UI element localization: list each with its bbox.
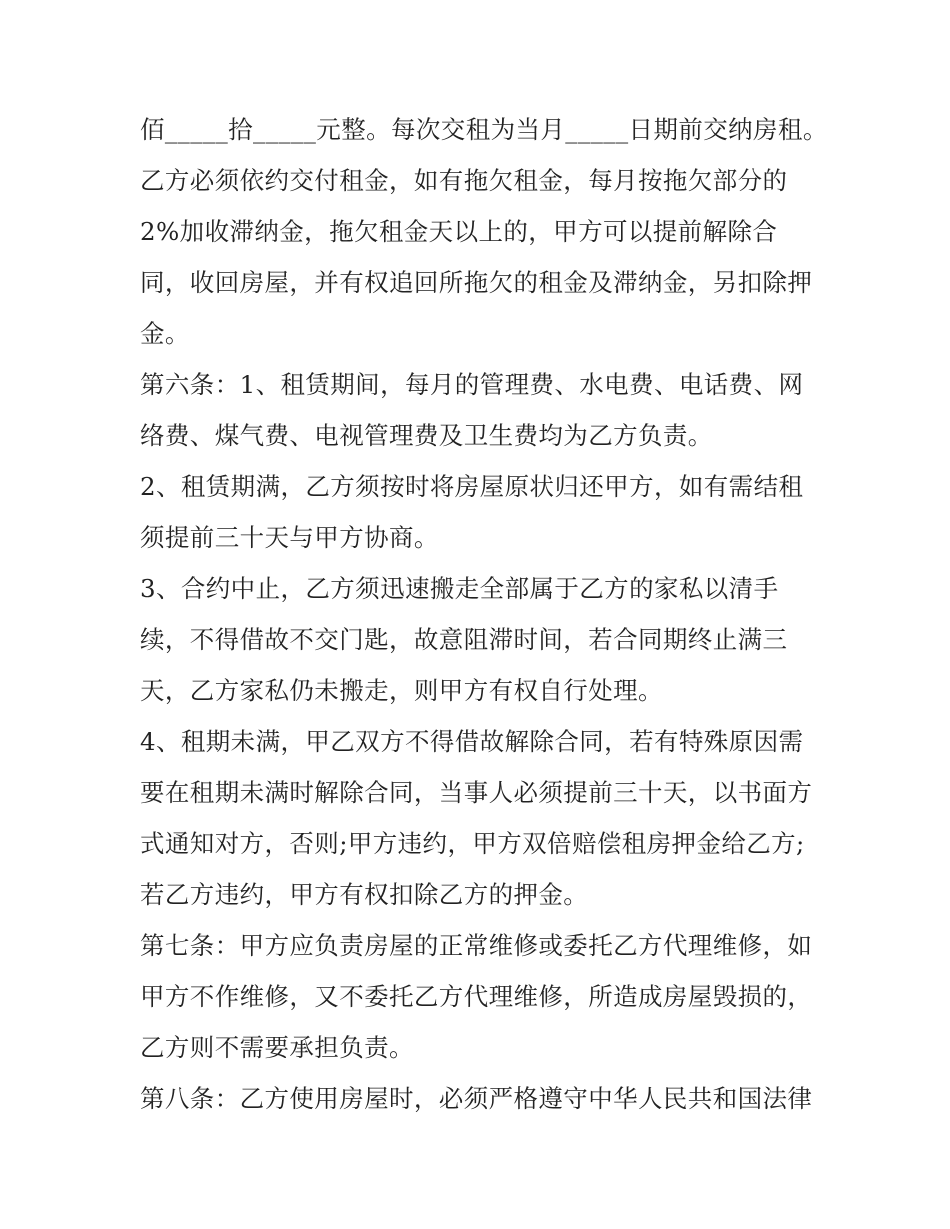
text-line: 络费、煤气费、电视管理费及卫生费均为乙方负责。: [140, 421, 713, 450]
text-line: 金。: [140, 319, 190, 348]
text-line: 同，收回房屋，并有权追回所拖欠的租金及滞纳金，另扣除押: [140, 268, 813, 297]
text-line: 若乙方违约，甲方有权扣除乙方的押金。: [140, 880, 589, 909]
paragraph-article-7: [140, 920, 820, 1073]
contract-text: [140, 104, 828, 1124]
paragraph-rent-payment: [140, 104, 828, 359]
text-line: 2、租赁期满，乙方须按时将房屋原状归还甲方，如有需结租: [140, 472, 804, 501]
text-line: 第七条：甲方应负责房屋的正常维修或委托乙方代理维修，如: [140, 931, 813, 960]
text-line: 佰_____拾_____元整。每次交租为当月_____日期前交纳房租。: [140, 115, 828, 144]
text-line: 4、租期未满，甲乙双方不得借故解除合同，若有特殊原因需: [140, 727, 804, 756]
text-line: 乙方则不需要承担负责。: [140, 1033, 414, 1062]
paragraph-article-8: [140, 1073, 820, 1124]
paragraph-article-6-clause-3: [140, 563, 820, 716]
paragraph-article-6-clause-1: [140, 359, 820, 461]
text-line: 第八条：乙方使用房屋时，必须严格遵守中华人民共和国法律: [140, 1084, 813, 1113]
text-line: 要在租期未满时解除合同，当事人必须提前三十天，以书面方: [140, 778, 813, 807]
text-line: 甲方不作维修，又不委托乙方代理维修，所造成房屋毁损的，: [140, 982, 813, 1011]
text-line: 天，乙方家私仍未搬走，则甲方有权自行处理。: [140, 676, 663, 705]
paragraph-article-6-clause-2: [140, 461, 820, 563]
text-line: 第六条：1、租赁期间，每月的管理费、水电费、电话费、网: [140, 370, 804, 399]
text-line: 乙方必须依约交付租金，如有拖欠租金，每月按拖欠部分的: [140, 166, 788, 195]
text-line: 式通知对方，否则;甲方违约，甲方双倍赔偿租房押金给乙方;: [140, 829, 805, 858]
paragraph-article-6-clause-4: [140, 716, 820, 920]
text-line: 3、合约中止，乙方须迅速搬走全部属于乙方的家私以清手: [140, 574, 779, 603]
text-line: 续，不得借故不交门匙，故意阻滞时间，若合同期终止满三: [140, 625, 788, 654]
text-line: 须提前三十天与甲方协商。: [140, 523, 439, 552]
text-line: 2%加收滞纳金，拖欠租金天以上的，甲方可以提前解除合: [140, 217, 778, 246]
